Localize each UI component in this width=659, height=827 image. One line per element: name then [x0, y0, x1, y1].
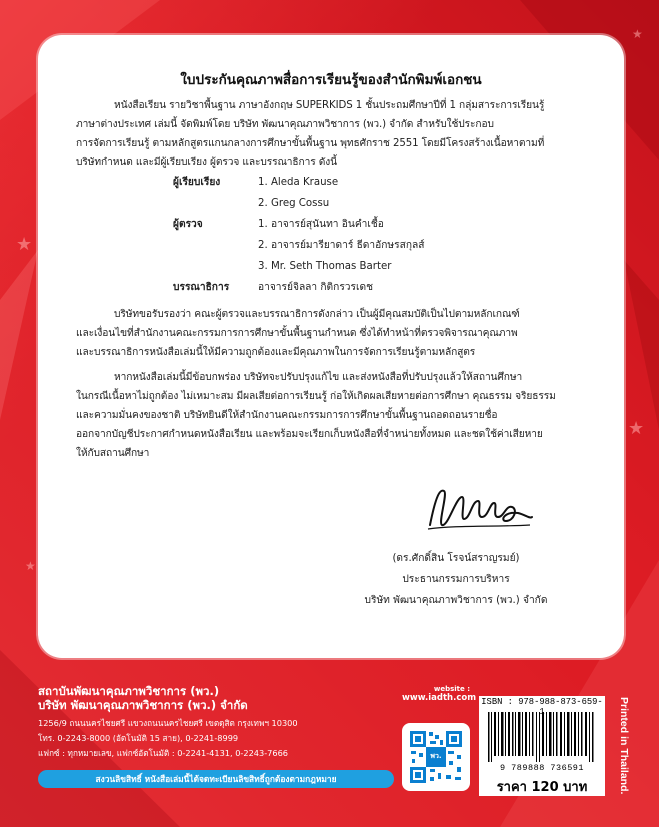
copyright-bar: สงวนลิขสิทธิ์ หนังสือเล่มนี้ได้จดทะเบียนลิขสิทธิ์ถูกต้องตามกฎหมาย: [38, 770, 394, 788]
text-line: ในกรณีเนื้อหาไม่ถูกต้อง ไม่เหมาะสม มีผลเสียต่อการเรียนรู้ ก่อให้เกิดผลเสียหายต่อการศึกษา คุณธรรม จริยธรรม: [76, 391, 556, 402]
text-line: บริษัทขอรับรองว่า คณะผู้ตรวจและบรรณาธิการดังกล่าว เป็นผู้มีคุณสมบัติเป็นไปตามหลักเกณฑ์: [114, 309, 520, 320]
website-block: [402, 685, 477, 703]
intro-paragraph: [76, 96, 596, 172]
defect-paragraph: [76, 368, 596, 463]
star-icon: ★: [25, 559, 36, 573]
isbn-number: ISBN : 978-988-873-659-1: [481, 697, 603, 717]
reviewers-label: ผู้ตรวจ: [173, 219, 203, 230]
company-address: 1256/9 ถนนนครไชยศรี แขวงถนนนครไชยศรี เขตดุสิต กรุงเทพฯ 10300: [38, 718, 298, 728]
company-fax: แฟกซ์ : ทุกหมายเลข, แฟกซ์อัตโนมัติ : 0-2241-4131, 0-2243-7666: [38, 748, 288, 758]
star-icon: ★: [628, 418, 645, 439]
star-icon: ★: [16, 234, 33, 255]
text-line: และเงื่อนไขที่สำนักงานคณะกรรมการการศึกษาขั้นพื้นฐานกำหนด ซึ่งได้ทำหน้าที่ตรวจพิจารณาคุณภาพ: [76, 328, 518, 339]
text-line: ภาษาต่างประเทศ เล่มนี้ จัดพิมพ์โดย บริษัท พัฒนาคุณภาพวิชาการ (พว.) จำกัด สำหรับใช้ประกอบ: [76, 119, 494, 130]
authors-label: ผู้เรียบเรียง: [173, 177, 221, 188]
signer-name: (ดร.ศักดิ์สิน โรจน์สราญรมย์): [392, 553, 520, 564]
company-phone: โทร. 0-2243-8000 (อัตโนมัติ 15 สาย), 0-2241-8999: [38, 733, 239, 743]
reviewer-item: 1. อาจารย์สุนันทา อินคำเชื้อ: [258, 219, 384, 230]
editor-label: บรรณาธิการ: [173, 282, 230, 293]
text-line: ให้กับสถานศึกษา: [76, 448, 150, 459]
website-label: website :: [433, 685, 470, 693]
signer-company: บริษัท พัฒนาคุณภาพวิชาการ (พว.) จำกัด: [364, 595, 548, 606]
text-line: และบรรณาธิการหนังสือเล่มนี้ให้มีความถูกต้องและมีคุณภาพในการจัดการเรียนรู้ตามหลักสูตร: [76, 347, 476, 358]
qr-logo-label: พว.: [430, 752, 442, 760]
price-label: ราคา 120 บาท: [496, 780, 588, 795]
text-line: หากหนังสือเล่มนี้มีข้อบกพร่อง บริษัทจะปรับปรุงแก้ไข และส่งหนังสือที่ปรับปรุงแล้วให้สถานศึกษา: [114, 372, 523, 383]
printed-in-label: Printed in Thailand.: [618, 697, 630, 795]
text-line: และความมั่นคงของชาติ บริษัทยินดีให้สำนักงานคณะกรรมการการศึกษาขั้นพื้นฐานถอดถอนรายชื่อ: [76, 410, 498, 421]
star-icon: ★: [632, 27, 643, 41]
quality-assurance-card: [38, 35, 624, 658]
website-link[interactable]: www.iadth.com: [402, 693, 477, 703]
barcode-digits: 9 789888 736591: [499, 763, 584, 773]
text-line: ออกจากบัญชีประกาศกำหนดหนังสือเรียน และพร้อมจะเรียกเก็บหนังสือที่จำหน่ายทั้งหมด และชดใช้ค่าเสียหาย: [76, 429, 543, 440]
text-line: หนังสือเรียน รายวิชาพื้นฐาน ภาษาอังกฤษ SUPERKIDS 1 ชั้นประถมศึกษาปีที่ 1 กลุ่มสาระการเรียนรู้: [114, 100, 545, 111]
card-title: ใบประกันคุณภาพสื่อการเรียนรู้ของสำนักพิมพ์เอกชน: [180, 72, 482, 88]
institute-name: สถาบันพัฒนาคุณภาพวิชาการ (พว.): [38, 684, 220, 698]
signature-image: [426, 485, 536, 533]
text-line: การจัดการเรียนรู้ ตามหลักสูตรแกนกลางการศึกษาขั้นพื้นฐาน พุทธศักราช 2551 โดยมีโครงสร้างเนื้อหาตามที่: [76, 138, 545, 149]
qr-code: [402, 723, 470, 791]
barcode-image: [484, 712, 600, 762]
text-line: บริษัทกำหนด และมีผู้เรียบเรียง ผู้ตรวจ และบรรณาธิการ ดังนี้: [76, 157, 338, 168]
reviewer-item: 2. อาจารย์มารียาดาร์ ธีดาอักษรสกุลส์: [258, 240, 425, 251]
reviewer-item: 3. Mr. Seth Thomas Barter: [258, 261, 392, 272]
editor-name: อาจารย์จิลลา กิติกรวรเดช: [258, 282, 374, 293]
certification-paragraph: [76, 305, 596, 362]
signer-title: ประธานกรรมการบริหาร: [402, 574, 510, 585]
author-item: 2. Greg Cossu: [258, 198, 330, 209]
company-name: บริษัท พัฒนาคุณภาพวิชาการ (พว.) จำกัด: [38, 698, 248, 712]
author-item: 1. Aleda Krause: [258, 177, 339, 188]
